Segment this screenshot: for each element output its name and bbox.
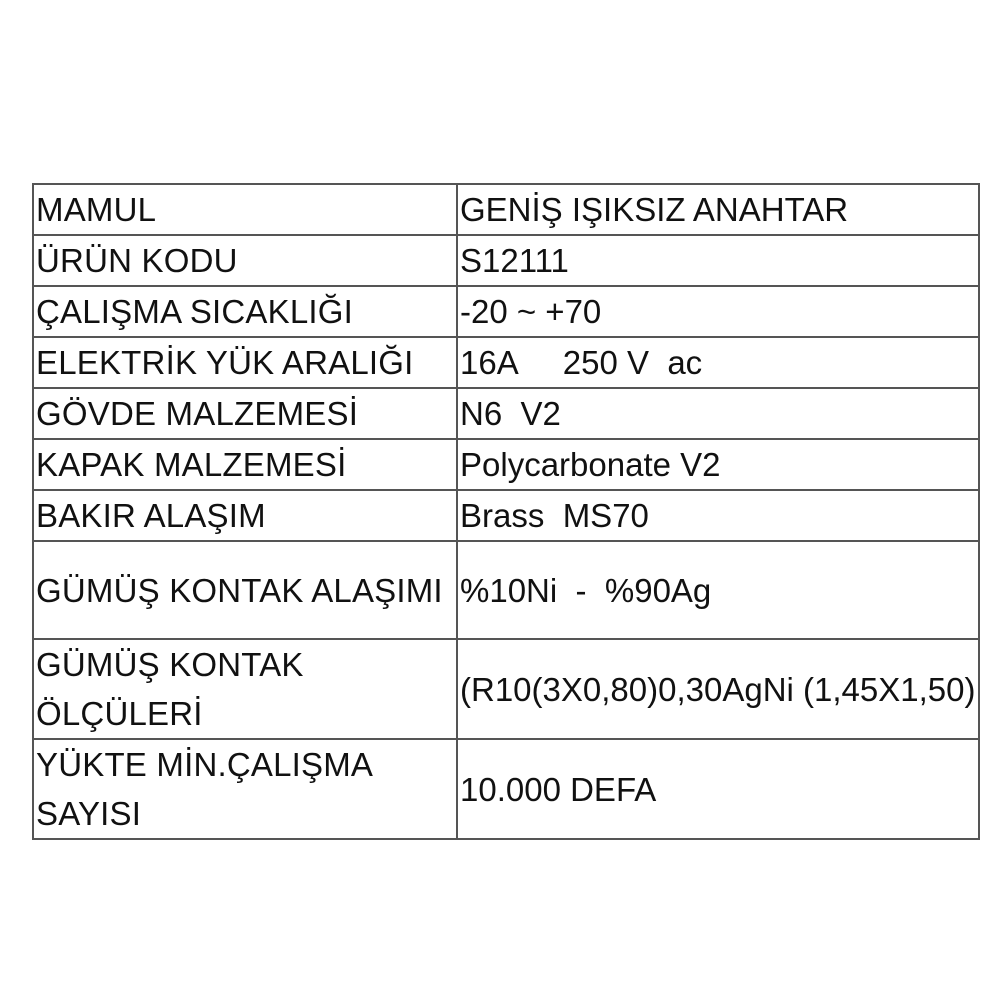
spec-value-gumus-kontak-olculeri: (R10(3X0,80)0,30AgNi (1,45X1,50) [457, 639, 979, 739]
spec-label-calisma-sicakligi: ÇALIŞMA SICAKLIĞI [33, 286, 457, 337]
spec-label-yukte-min-calisma-sayisi: YÜKTE MİN.ÇALIŞMA SAYISI [33, 739, 457, 839]
table-row [33, 639, 979, 739]
table-row [33, 439, 979, 490]
table-row [33, 337, 979, 388]
spec-label-mamul: MAMUL [33, 184, 457, 235]
spec-value-govde-malzemesi: N6 V2 [457, 388, 979, 439]
table-row [33, 739, 979, 839]
table-row [33, 286, 979, 337]
table-row [33, 184, 979, 235]
spec-label-urun-kodu: ÜRÜN KODU [33, 235, 457, 286]
spec-label-elektrik-yuk-araligi: ELEKTRİK YÜK ARALIĞI [33, 337, 457, 388]
spec-value-gumus-kontak-alasimi: %10Ni - %90Ag [457, 541, 979, 639]
spec-value-kapak-malzemesi: Polycarbonate V2 [457, 439, 979, 490]
table-row [33, 490, 979, 541]
spec-label-bakir-alasim: BAKIR ALAŞIM [33, 490, 457, 541]
spec-label-govde-malzemesi: GÖVDE MALZEMESİ [33, 388, 457, 439]
spec-label-kapak-malzemesi: KAPAK MALZEMESİ [33, 439, 457, 490]
table-row [33, 235, 979, 286]
spec-value-bakir-alasim: Brass MS70 [457, 490, 979, 541]
spec-label-gumus-kontak-alasimi: GÜMÜŞ KONTAK ALAŞIMI [33, 541, 457, 639]
table-row [33, 541, 979, 639]
spec-value-calisma-sicakligi: -20 ~ +70 [457, 286, 979, 337]
spec-value-mamul: GENİŞ IŞIKSIZ ANAHTAR [457, 184, 979, 235]
spec-value-yukte-min-calisma-sayisi: 10.000 DEFA [457, 739, 979, 839]
spec-value-urun-kodu: S12111 [457, 235, 979, 286]
spec-label-gumus-kontak-olculeri: GÜMÜŞ KONTAK ÖLÇÜLERİ [33, 639, 457, 739]
table-row [33, 388, 979, 439]
product-spec-table [32, 183, 980, 840]
spec-value-elektrik-yuk-araligi: 16A 250 V ac [457, 337, 979, 388]
